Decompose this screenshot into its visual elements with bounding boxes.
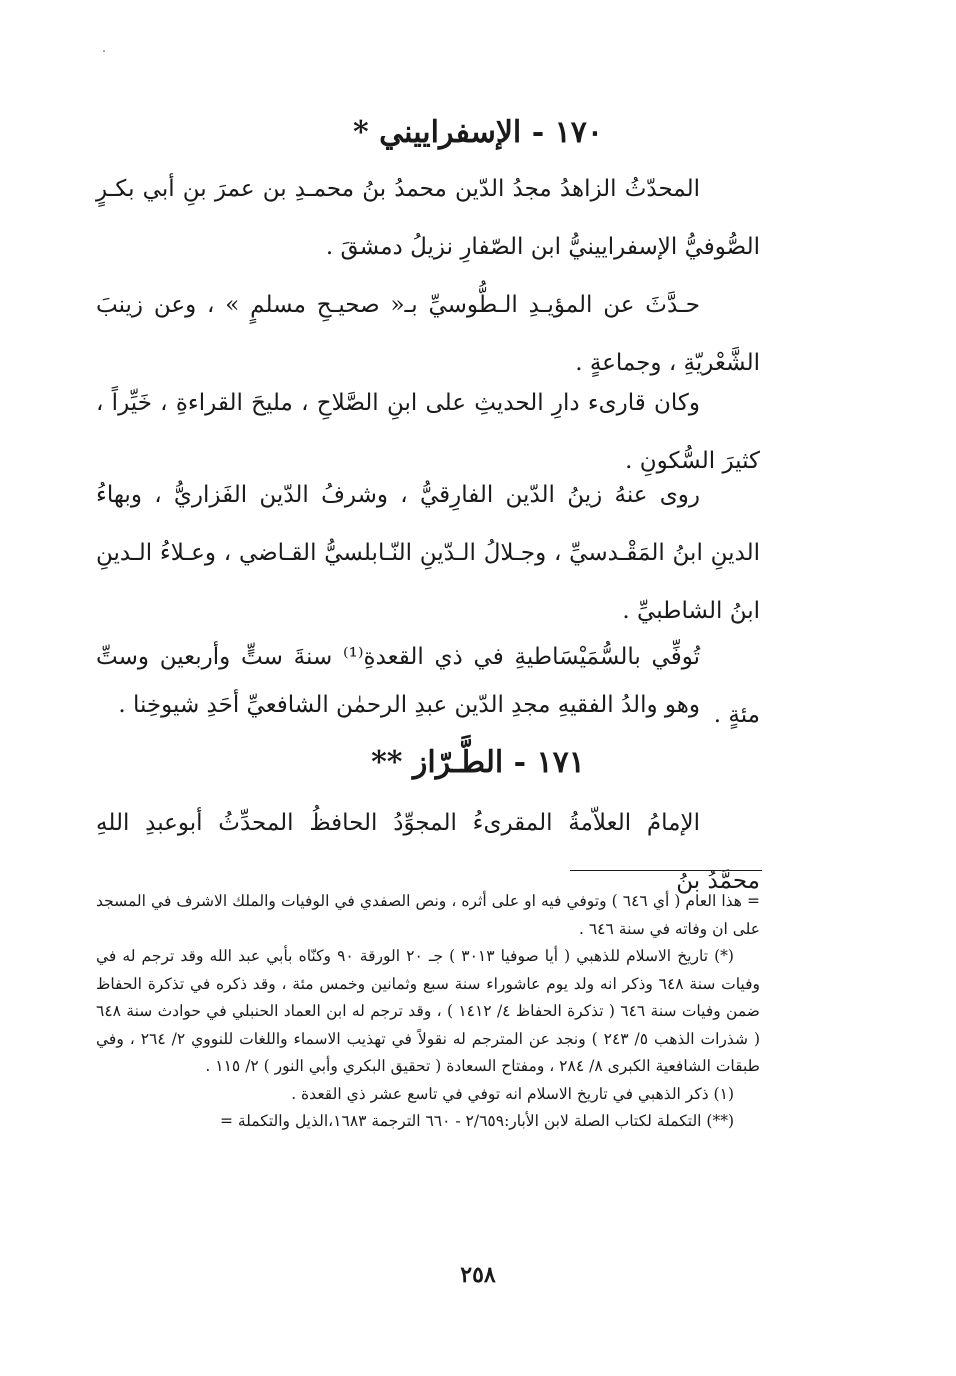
footnote-separator — [570, 870, 762, 871]
footnote-star: (*) تاريخ الاسلام للذهبي ( أيا صوفيا ٣٠١٣ ) جـ ٢٠ الورقة ٩٠ وكنّاه بأبي عبد الله وقد ترجم له في وفيات سنة ٦٤٨ وذكر انه ولد يوم عاشوراء سنة سبع وثمانين وخمس مئة ، وقد ذكره في تذكرة الحفاظ ضمن وفيات سنة ٦٤٦ ( تذكرة الحفاظ ٤/ ١٤١٢ ) ، وقد ترجم له ابن العماد الحنبلي في حوادث سنة ٦٤٨ ( شذرات الذهب ٥/ ٢٤٣ ) ونجد عن المترجم له نقولاً في تهذيب الاسماء واللغات للنووي ٢/ ٢٦٤ ، وفي طبقات الشافعية الكبرى ٨/ ٢٨٤ ، ومفتاح السعادة ( تحقيق البكري وأبي النور ) ٢/ ١١٥ . — [96, 947, 761, 1075]
paragraph-biography-intro: المحدّثُ الزاهدُ مجدُ الدّين محمدُ بنُ محمـدِ بن عمرَ بنِ أبي بكـرٍ الصُّوفيُّ الإسفرايينيُّ ابن الصّفارِ نزيلُ دمشقَ . — [96, 176, 760, 260]
footnote-1: (١) ذكر الذهبي في تاريخ الاسلام انه توفي في تاسع عشر ذي القعدة . — [291, 1084, 734, 1103]
footnote-double-star: (**) التكملة لكتاب الصلة لابن الأبار:٢/٦٥٩ - ٦٦٠ الترجمة ١٦٨٣،الذيل والتكملة = — [219, 1112, 734, 1130]
paragraph-narrated-from: حـدَّثَ عن المؤيـدِ الـطُّوسيِّ بـ« صحيـحِ مسلمٍ » ، وعن زينبَ الشَّعْريّةِ ، وجماعةٍ . — [96, 292, 760, 376]
paragraph-death: تُوفِّي بالسُّمَيْسَاطيةِ في ذي القعدةِ⁽¹⁾ سنةَ ستٍّ وأربعين وستِّ مئةٍ . — [96, 644, 760, 728]
paragraph-son: وهو والدُ الفقيهِ مجدِ الدّين عبدِ الرحمٰن الشافعيِّ أحَدِ شيوخِنا . — [118, 692, 700, 718]
paragraph-narrated-by: روى عنهُ زينُ الدّين الفارِقيُّ ، وشرفُ الدّين الفَزاريُّ ، وبهاءُ الدينِ ابنُ المَقْـدسيِّ ، وجـلالُ الـدّينِ النّـابلسيُّ القـاضي ، وعـلاءُ الـدينِ ابنُ الشاطبيِّ . — [96, 482, 760, 624]
paper-speck — [103, 50, 105, 52]
paragraph-reciter: وكان قارىء دارِ الحديثِ على ابنِ الصَّلاحِ ، مليحَ القراءةِ ، خَيِّراً ، كثيرَ السُّكونِ . — [96, 390, 760, 474]
footnotes-block — [96, 888, 760, 1136]
entry-heading-170: ١٧٠ - الإسفراييني * — [353, 115, 603, 150]
page-number: ٢٥٨ — [460, 1262, 496, 1288]
entry-heading-171: ١٧١ - الطَّـرّاز ** — [371, 745, 585, 780]
paragraph-entry-171: الإمامُ العلاّمةُ المقرىءُ المجوِّدُ الحافظُ المحدِّثُ أبوعبدِ اللهِ محمَّدُ بنُ — [96, 810, 760, 894]
footnote-continuation: = هذا العام ( أي ٦٤٦ ) وتوفي فيه او على أثره ، ونص الصفدي في الوفيات والملك الاشرف في المسجد على ان وفاته في سنة ٦٤٦ . — [96, 892, 760, 938]
